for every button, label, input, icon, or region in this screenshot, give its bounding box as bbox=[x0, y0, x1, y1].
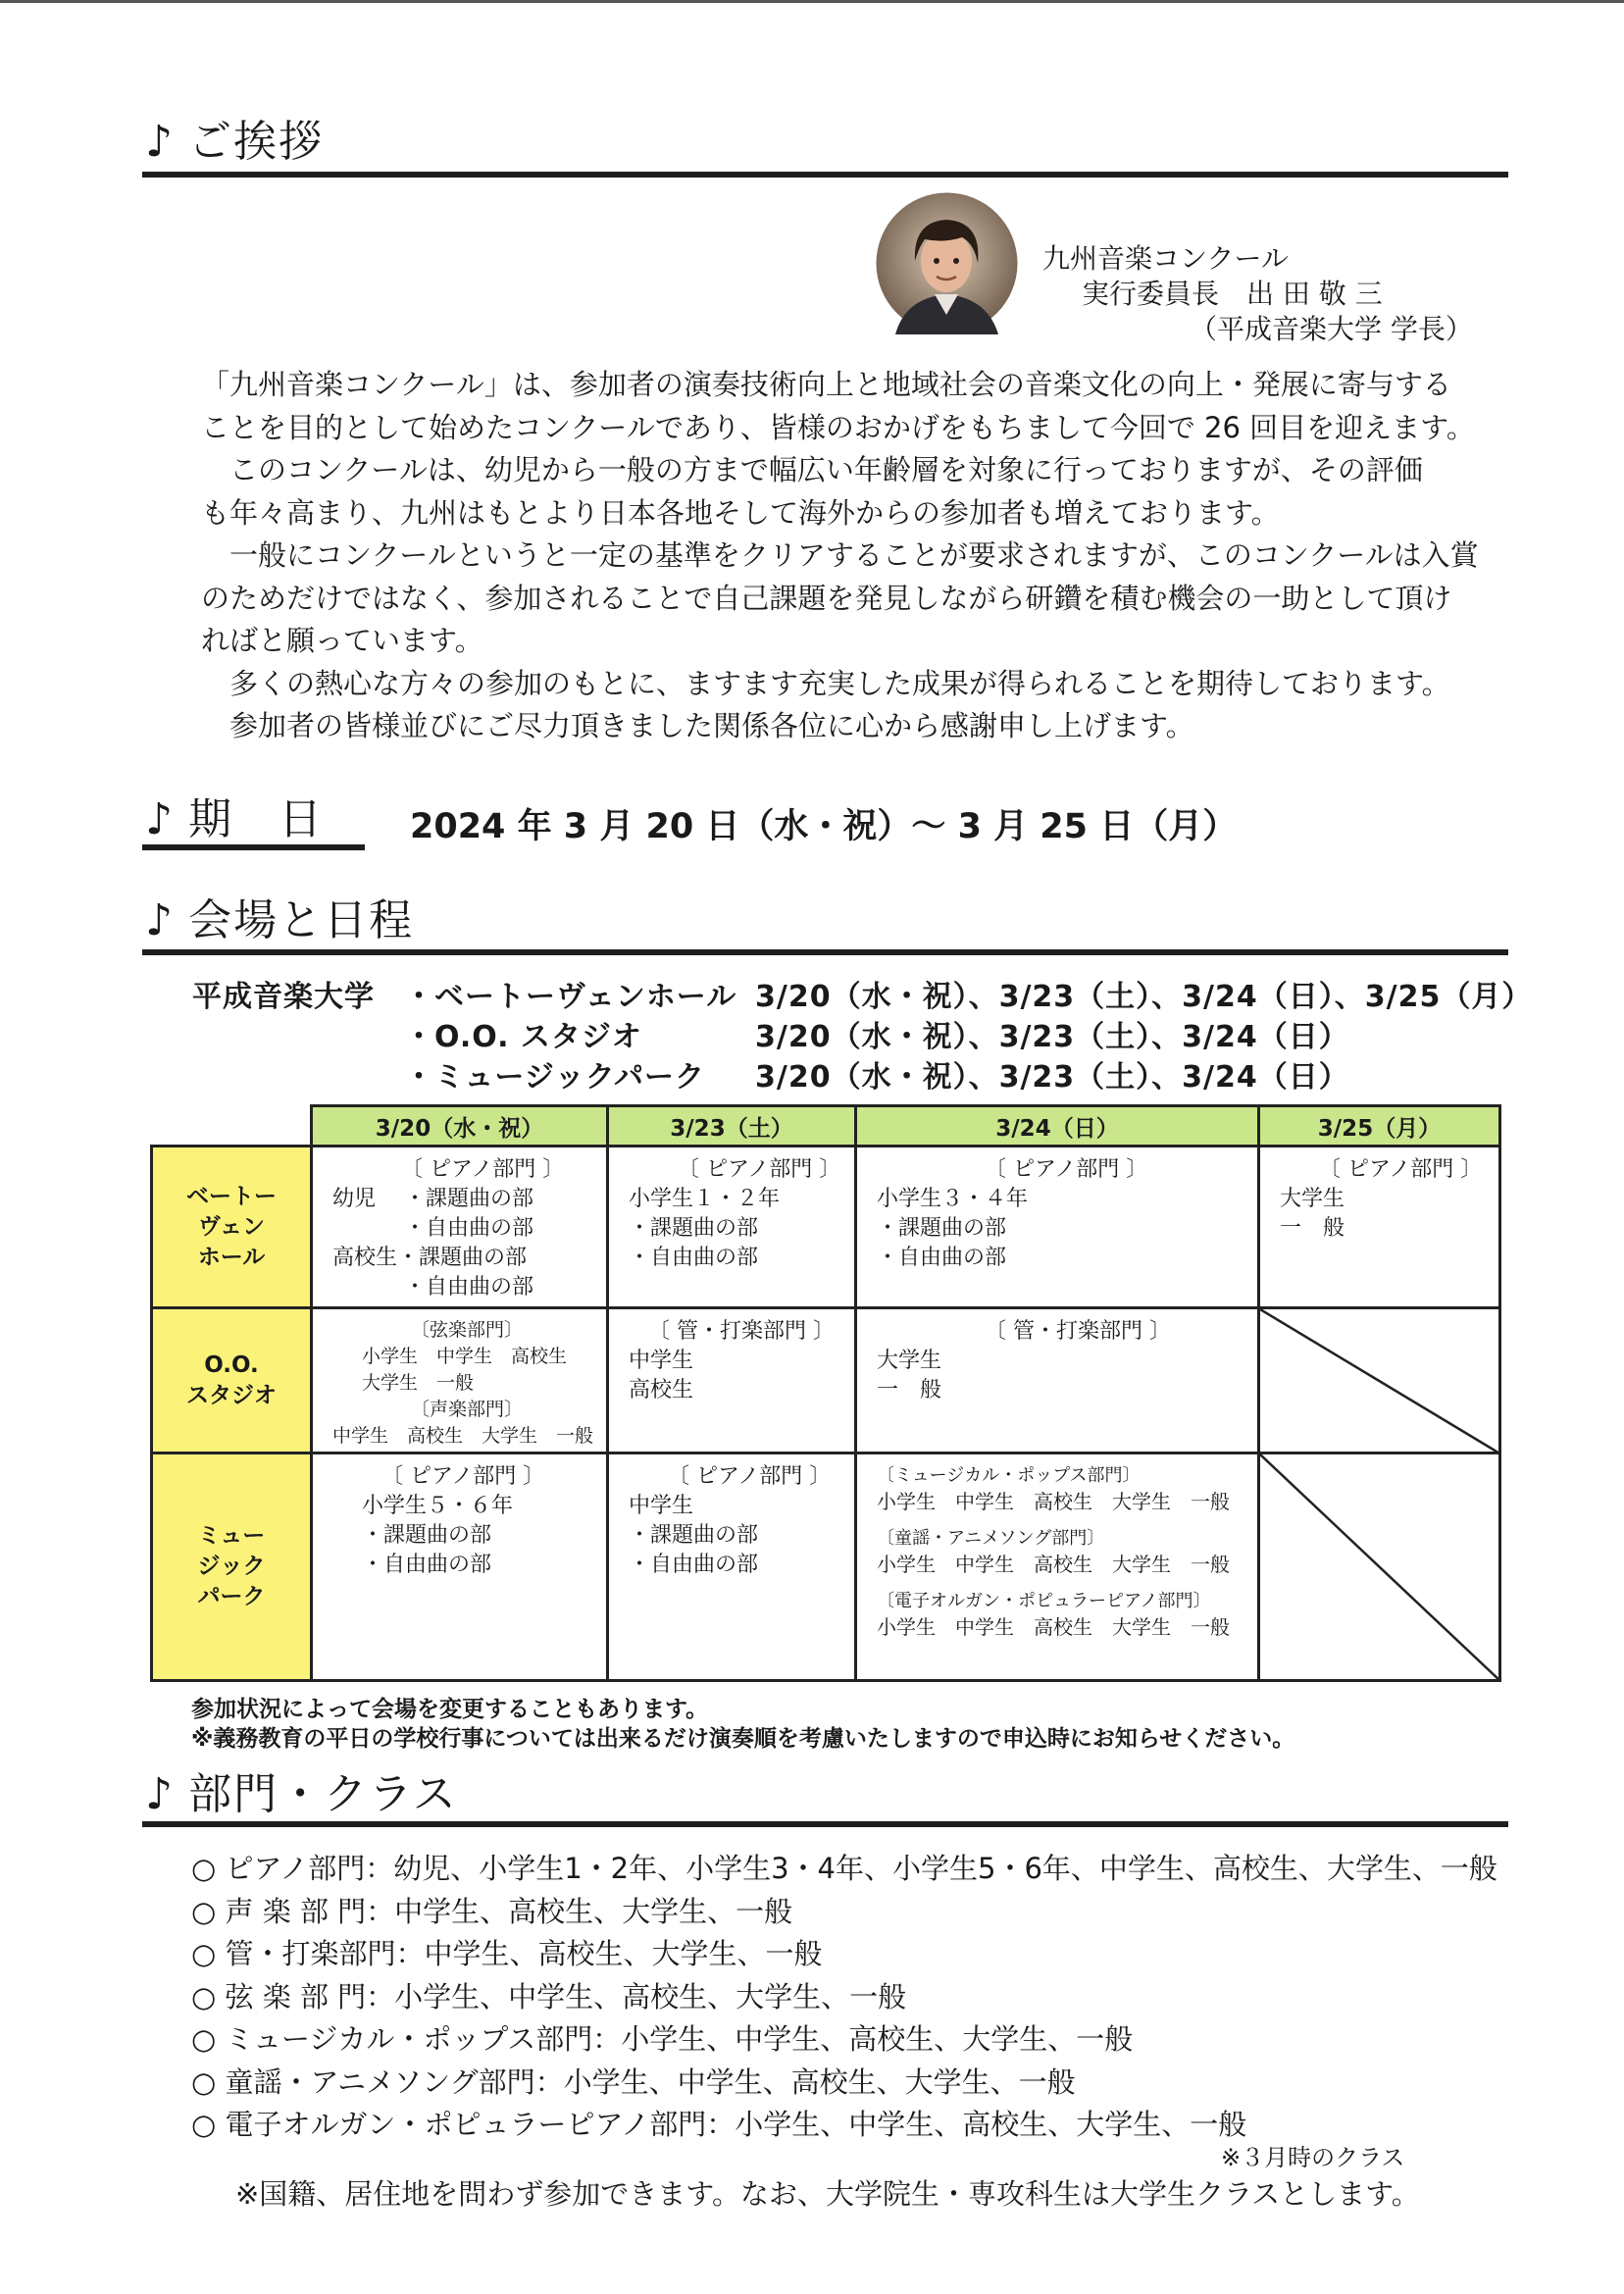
empty-cell-diagonal bbox=[1260, 1309, 1501, 1454]
class-item: ○ 童謡・アニメソング部門：小学生、中学生、高校生、大学生、一般 bbox=[191, 2065, 1076, 2099]
schedule-cell-line: 大学生 bbox=[1280, 1187, 1345, 1211]
venue-hall-name: ・ベートーヴェンホール bbox=[404, 980, 737, 1014]
schedule-cell-line: 小学生１・２年 bbox=[629, 1187, 781, 1211]
greeting-paragraph bbox=[201, 364, 1475, 449]
schedule-row bbox=[152, 1308, 1500, 1453]
schedule-cell-line: 大学生 bbox=[877, 1349, 942, 1373]
venue-label-line: ホール bbox=[197, 1244, 266, 1270]
schedule-cell-line: 中学生 bbox=[629, 1349, 694, 1373]
schedule-cell-line: 〔弦楽部門〕 bbox=[411, 1319, 524, 1341]
top-border bbox=[0, 0, 1624, 3]
schedule-venue-cell bbox=[152, 1308, 312, 1453]
schedule-row bbox=[152, 1453, 1500, 1681]
greeting-line: 多くの熱心な方々の参加のもとに、ますます充実した成果が得られることを期待しております。 bbox=[201, 667, 1450, 700]
schedule-cell-line: ・自由曲の部 bbox=[332, 1275, 533, 1300]
greeting-paragraph bbox=[201, 663, 1461, 706]
schedule-cell-line: 小学生 中学生 高校生 大学生 一般 bbox=[877, 1615, 1230, 1639]
schedule-cell-line: ・自由曲の部 bbox=[877, 1246, 1007, 1270]
schedule-cell-line: ・自由曲の部 bbox=[629, 1553, 759, 1577]
schedule-cell-line: ・自由曲の部 bbox=[629, 1246, 759, 1270]
venue-hall-dates: 3/20（水・祝）、3/23（土）、3/24（日） bbox=[755, 1020, 1349, 1054]
schedule-cell bbox=[1259, 1453, 1500, 1681]
schedule-cell-line: 一 般 bbox=[877, 1378, 942, 1402]
classes-heading: ♪ 部門・クラス bbox=[145, 1769, 458, 1819]
schedule-header: 3/20（水・祝） bbox=[312, 1106, 608, 1147]
venue-label-line: ジック bbox=[197, 1554, 266, 1579]
music-note-icon: ♪ bbox=[145, 794, 176, 844]
greeting-line: 「九州音楽コンクール」は、参加者の演奏技術向上と地域社会の音楽文化の向上・発展に寄与する bbox=[201, 368, 1451, 401]
schedule-cell-line: 小学生５・６年 bbox=[362, 1494, 514, 1518]
signature-org: 九州音楽コンクール bbox=[1042, 242, 1289, 275]
schedule-cell-line: 大学生 一般 bbox=[362, 1372, 475, 1394]
schedule-cell-line: ・自由曲の部 bbox=[362, 1553, 492, 1577]
schedule-cell-line: 中学生 高校生 大学生 一般 bbox=[332, 1425, 594, 1447]
class-item: ○ 管・打楽部門：中学生、高校生、大学生、一般 bbox=[191, 1937, 823, 1970]
schedule-cell bbox=[1259, 1308, 1500, 1453]
venue-hall-name: ・O.O. スタジオ bbox=[404, 1020, 642, 1054]
empty-cell-diagonal bbox=[1260, 1454, 1501, 1682]
schedule-cell-line: 高校生・課題曲の部 bbox=[332, 1246, 528, 1270]
schedule-cell-line: 〔童謡・アニメソング部門〕 bbox=[877, 1528, 1105, 1549]
signature-affiliation: （平成音楽大学 学長） bbox=[1190, 313, 1473, 345]
schedule-cell-line: 一 般 bbox=[1280, 1216, 1345, 1241]
schedule-cell bbox=[856, 1308, 1259, 1453]
venue-heading: ♪ 会場と日程 bbox=[145, 895, 415, 945]
schedule-cell-line: 小学生３・４年 bbox=[877, 1187, 1029, 1211]
greeting-line: も年々高まり、九州はもとより日本各地そして海外からの参加者も増えております。 bbox=[201, 495, 1280, 530]
greeting-line: ことを目的として始めたコンクールであり、皆様のおかげをもちまして今回で 26 回目を迎えます。 bbox=[201, 410, 1475, 444]
venue-footnote: 参加状況によって会場を変更することもあります。 bbox=[191, 1697, 709, 1722]
schedule-cell-line: 〔声楽部門〕 bbox=[411, 1399, 524, 1420]
greeting-paragraph bbox=[201, 449, 1461, 535]
schedule-cell bbox=[856, 1147, 1259, 1308]
schedule-cell-line: ・課題曲の部 bbox=[362, 1523, 492, 1548]
schedule-cell-line: 〔 ピアノ部門 〕 bbox=[668, 1464, 832, 1489]
schedule-cell-line: 〔 ピアノ部門 〕 bbox=[678, 1157, 841, 1182]
schedule-cell-line: 小学生 中学生 高校生 大学生 一般 bbox=[877, 1490, 1230, 1513]
schedule-cell-line: 幼児 ・課題曲の部 bbox=[332, 1187, 533, 1211]
venue-university: 平成音楽大学 bbox=[192, 980, 375, 1014]
schedule-cell bbox=[608, 1453, 856, 1681]
class-item: ○ 声 楽 部 門：中学生、高校生、大学生、一般 bbox=[191, 1894, 793, 1928]
venue-label-line: ヴェン bbox=[197, 1213, 266, 1240]
schedule-cell-line: 〔電子オルガン・ポピュラーピアノ部門〕 bbox=[877, 1591, 1211, 1611]
schedule-cell-line: 中学生 bbox=[629, 1494, 694, 1518]
date-rule bbox=[142, 844, 365, 850]
music-note-icon: ♪ bbox=[145, 1769, 176, 1819]
class-item: ○ 電子オルガン・ポピュラーピアノ部門：小学生、中学生、高校生、大学生、一般 bbox=[191, 2108, 1247, 2141]
greeting-paragraph bbox=[201, 705, 1461, 748]
schedule-cell-line: 高校生 bbox=[629, 1378, 694, 1402]
schedule-cell bbox=[608, 1308, 856, 1453]
class-item: ○ 弦 楽 部 門：小学生、中学生、高校生、大学生、一般 bbox=[191, 1979, 907, 2014]
schedule-cell-line: 〔ミュージカル・ポップス部門〕 bbox=[877, 1465, 1141, 1486]
schedule-cell-line: 小学生 中学生 高校生 大学生 一般 bbox=[877, 1553, 1230, 1576]
signature-role: 実行委員長 出 田 敬 三 bbox=[1082, 278, 1383, 310]
schedule-cell-line: ・自由曲の部 bbox=[332, 1216, 533, 1241]
schedule-cell bbox=[856, 1453, 1259, 1681]
venue-rule bbox=[142, 949, 1508, 955]
schedule-cell-line: ・課題曲の部 bbox=[629, 1216, 759, 1241]
schedule-table bbox=[150, 1104, 1501, 1682]
greeting-line: 参加者の皆様並びにご尽力頂きました関係各位に心から感謝申し上げます。 bbox=[201, 709, 1194, 742]
schedule-venue-cell bbox=[152, 1147, 312, 1308]
schedule-venue-cell bbox=[152, 1453, 312, 1681]
schedule-cell-line: 〔 管・打楽部門 〕 bbox=[648, 1319, 835, 1344]
schedule-cell-line: 〔 ピアノ部門 〕 bbox=[401, 1157, 565, 1182]
music-note-icon: ♪ bbox=[145, 895, 176, 945]
schedule-cell-line: 小学生 中学生 高校生 bbox=[362, 1346, 568, 1367]
music-note-icon: ♪ bbox=[145, 117, 176, 167]
schedule-header: 3/24（日） bbox=[856, 1106, 1259, 1147]
schedule-cell-line: 〔 ピアノ部門 〕 bbox=[1319, 1157, 1483, 1182]
venue-hall-dates: 3/20（水・祝）、3/23（土）、3/24（日） bbox=[755, 1060, 1349, 1095]
class-item: ○ ピアノ部門：幼児、小学生1・2年、小学生3・4年、小学生5・6年、中学生、高校生、大学生、一般 bbox=[191, 1852, 1497, 1885]
greeting-line: のためだけではなく、参加されることで自己課題を発見しながら研鑽を積む機会の一助として頂け bbox=[201, 581, 1452, 615]
venue-hall-name: ・ミュージックパーク bbox=[404, 1060, 705, 1095]
venue-label-line: ミュー bbox=[197, 1523, 266, 1549]
greeting-line: ればと願っています。 bbox=[201, 624, 483, 657]
schedule-header-row bbox=[152, 1106, 1500, 1147]
greeting-line: このコンクールは、幼児から一般の方まで幅広い年齢層を対象に行っておりますが、その評価 bbox=[201, 453, 1423, 486]
schedule-cell bbox=[312, 1308, 608, 1453]
venue-label-line: O.O. bbox=[204, 1351, 259, 1378]
venue-hall-dates: 3/20（水・祝）、3/23（土）、3/24（日）、3/25（月） bbox=[755, 980, 1533, 1014]
schedule-header: 3/23（土） bbox=[608, 1106, 856, 1147]
venue-label-line: ベートー bbox=[186, 1183, 277, 1209]
schedule-cell-line: 〔 管・打楽部門 〕 bbox=[985, 1319, 1171, 1344]
schedule-row bbox=[152, 1147, 1500, 1308]
march-note: ※３月時のクラス bbox=[1221, 2144, 1405, 2171]
schedule-cell-line: 〔 ピアノ部門 〕 bbox=[381, 1464, 545, 1489]
class-item: ○ ミュージカル・ポップス部門：小学生、中学生、高校生、大学生、一般 bbox=[191, 2022, 1134, 2056]
chairman-portrait bbox=[876, 192, 1018, 334]
venue-label-line: スタジオ bbox=[186, 1382, 277, 1408]
schedule-cell-line: 〔 ピアノ部門 〕 bbox=[985, 1157, 1148, 1182]
schedule-cell bbox=[312, 1147, 608, 1308]
final-note: ※国籍、居住地を問わず参加できます。なお、大学院生・専攻科生は大学生クラスとします。 bbox=[235, 2177, 1420, 2211]
schedule-header: 3/25（月） bbox=[1259, 1106, 1500, 1147]
greeting-rule bbox=[142, 172, 1508, 178]
schedule-cell-line: ・課題曲の部 bbox=[629, 1523, 759, 1548]
classes-rule bbox=[142, 1821, 1508, 1827]
schedule-cell bbox=[608, 1147, 856, 1308]
schedule-cell-line: ・課題曲の部 bbox=[877, 1216, 1007, 1241]
date-value: 2024 年 3 月 20 日（水・祝）～ 3 月 25 日（月） bbox=[410, 807, 1238, 846]
greeting-line: 一般にコンクールというと一定の基準をクリアすることが要求されますが、このコンクールは入賞 bbox=[201, 538, 1479, 572]
greeting-heading: ♪ ご挨拶 bbox=[145, 117, 325, 167]
schedule-corner bbox=[152, 1106, 312, 1147]
date-heading: ♪ 期 日 bbox=[145, 794, 325, 844]
venue-footnote: ※義務教育の平日の学校行事については出来るだけ演奏順を考慮いたしますので申込時にお知らせください。 bbox=[191, 1726, 1295, 1752]
venue-label-line: パーク bbox=[197, 1584, 266, 1609]
greeting-paragraph bbox=[201, 535, 1479, 663]
schedule-cell bbox=[312, 1453, 608, 1681]
schedule-cell bbox=[1259, 1147, 1500, 1308]
